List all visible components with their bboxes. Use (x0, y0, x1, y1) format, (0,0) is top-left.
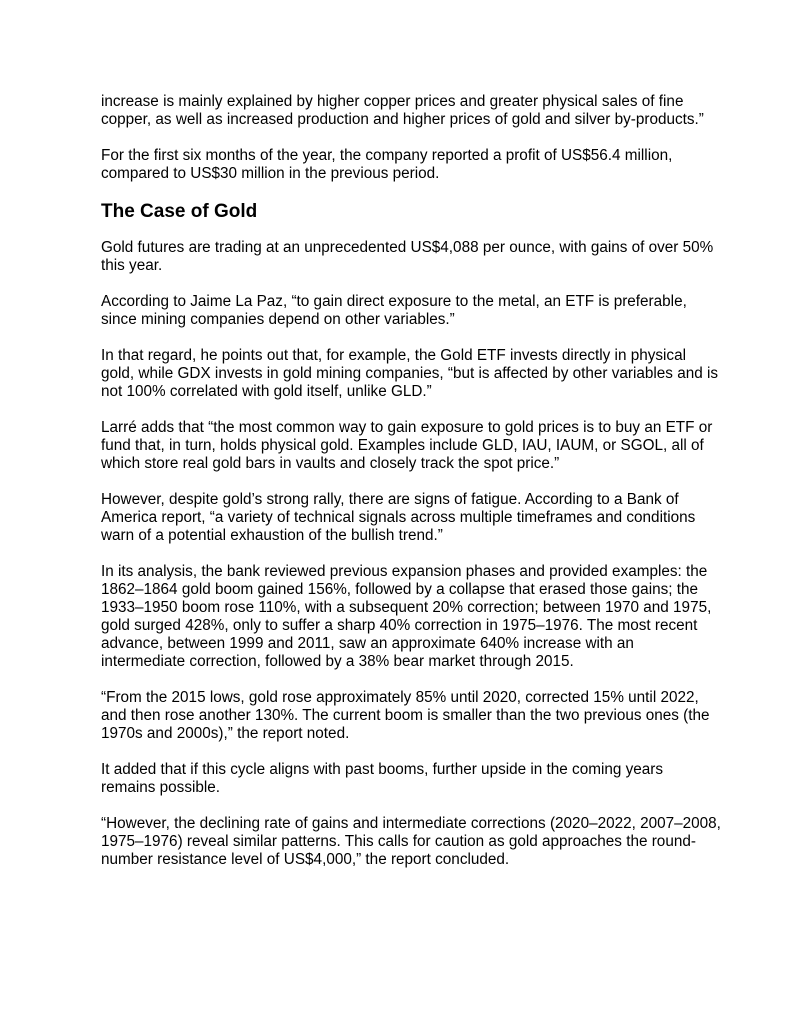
paragraph-report-conclusion: “However, the declining rate of gains and intermediate corrections (2020–2022, 2007–2008, 1975–1976) reveal similar patterns. This calls for caution as gold approaches the round-number resistance level of US$4,000,” the report concluded. (101, 815, 721, 868)
paragraph-gold-etf-gdx: In that regard, he points out that, for example, the Gold ETF invests directly in physical gold, while GDX invests in gold mining companies, “but is affected by other variables and is not 100% correlated with gold itself, unlike GLD.” (101, 347, 719, 400)
paragraph-signs-of-fatigue: However, despite gold’s strong rally, there are signs of fatigue. According to a Bank of America report, “a variety of technical signals across multiple timeframes and conditions warn of a potential exhaustion of the bullish trend.” (101, 491, 696, 544)
paragraph-copper-increase: increase is mainly explained by higher copper prices and greater physical sales of fine copper, as well as increased production and higher prices of gold and silver by-products.” (101, 93, 704, 128)
section-heading: The Case of Gold (101, 201, 258, 222)
document-page (101, 93, 721, 887)
paragraph-gold-futures: Gold futures are trading at an unprecedented US$4,088 per ounce, with gains of over 50% this year. (101, 239, 714, 274)
paragraph-jaime-la-paz: According to Jaime La Paz, “to gain direct exposure to the metal, an ETF is preferable, since mining companies depend on other variables.” (101, 293, 687, 328)
paragraph-expansion-phases: In its analysis, the bank reviewed previous expansion phases and provided examples: the 1862–1864 gold boom gained 156%, followed by a collapse that erased those gains; the 1933–1950 boom rose 110%, with a subsequent 20% correction; between 1970 and 1975, gold surged 428%, only to suffer a sharp 40% correction in 1975–1976. The most recent advance, between 1999 and 2011, saw an approximate 640% increase with an intermediate correction, followed by a 38% bear market through 2015. (101, 563, 712, 670)
paragraph-further-upside: It added that if this cycle aligns with past booms, further upside in the coming years remains possible. (101, 761, 664, 796)
paragraph-2015-lows: “From the 2015 lows, gold rose approximately 85% until 2020, corrected 15% until 2022, and then rose another 130%. The current boom is smaller than the two previous ones (the 1970s and 2000s),” the report noted. (101, 689, 710, 742)
paragraph-larre: Larré adds that “the most common way to gain exposure to gold prices is to buy an ETF or fund that, in turn, holds physical gold. Examples include GLD, IAU, IAUM, or SGOL, all of which store real gold bars in vaults and closely track the spot price.” (101, 419, 713, 472)
paragraph-six-month-profit: For the first six months of the year, the company reported a profit of US$56.4 million, compared to US$30 million in the previous period. (101, 147, 673, 182)
